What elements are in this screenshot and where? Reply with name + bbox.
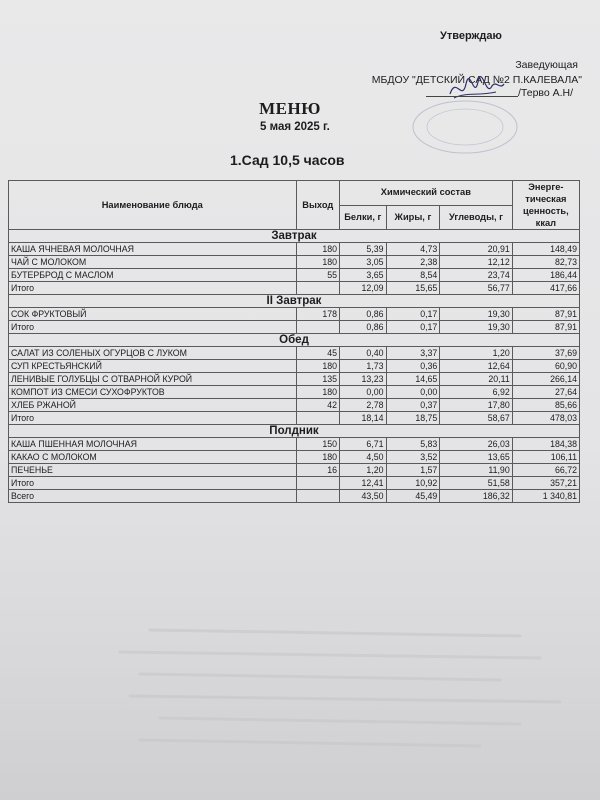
dish-name: ЧАЙ С МОЛОКОМ [9, 256, 297, 269]
dish-carbs: 19,30 [440, 308, 512, 321]
total-label: Итого [9, 282, 297, 295]
total-output [296, 477, 339, 490]
dish-energy: 184,38 [512, 438, 579, 451]
total-fat: 15,65 [386, 282, 440, 295]
dish-output: 42 [296, 399, 339, 412]
header-carbs: Углеводы, г [440, 205, 512, 230]
dish-output: 180 [296, 451, 339, 464]
grand-total-carbs: 186,32 [440, 490, 512, 503]
total-output [296, 282, 339, 295]
signature-line [426, 96, 518, 97]
dish-energy: 186,44 [512, 269, 579, 282]
dish-protein: 3,65 [340, 269, 387, 282]
dish-output: 45 [296, 347, 339, 360]
header-output: Выход [296, 181, 339, 230]
dish-protein: 3,05 [340, 256, 387, 269]
table-row [9, 373, 580, 386]
header-protein: Белки, г [340, 205, 387, 230]
dish-output: 135 [296, 373, 339, 386]
total-label: Итого [9, 412, 297, 425]
table-row [9, 360, 580, 373]
document-title-text: МЕНЮ [259, 99, 321, 118]
dish-carbs: 17,80 [440, 399, 512, 412]
grand-total-label: Всего [9, 490, 297, 503]
total-carbs: 56,77 [440, 282, 512, 295]
dish-carbs: 20,91 [440, 243, 512, 256]
table-row [9, 269, 580, 282]
total-row [9, 477, 580, 490]
section-title: Полдник [9, 425, 580, 438]
dish-name: ХЛЕБ РЖАНОЙ [9, 399, 297, 412]
total-protein: 18,14 [340, 412, 387, 425]
dish-name: КАША ПШЕННАЯ МОЛОЧНАЯ [9, 438, 297, 451]
dish-name: СУП КРЕСТЬЯНСКИЙ [9, 360, 297, 373]
organization-name: МБДОУ "ДЕТСКИЙ САД №2 П.КАЛЕВАЛА" [371, 74, 582, 86]
dish-energy: 37,69 [512, 347, 579, 360]
dish-energy: 266,14 [512, 373, 579, 386]
total-protein: 12,09 [340, 282, 387, 295]
dish-carbs: 1,20 [440, 347, 512, 360]
dish-carbs: 6,92 [440, 386, 512, 399]
dish-fat: 4,73 [386, 243, 440, 256]
total-label: Итого [9, 321, 297, 334]
section-title: Обед [9, 334, 580, 347]
total-energy: 87,91 [512, 321, 579, 334]
total-carbs: 51,58 [440, 477, 512, 490]
dish-fat: 14,65 [386, 373, 440, 386]
total-row [9, 412, 580, 425]
dish-name: ПЕЧЕНЬЕ [9, 464, 297, 477]
dish-name: КАША ЯЧНЕВАЯ МОЛОЧНАЯ [9, 243, 297, 256]
dish-fat: 0,36 [386, 360, 440, 373]
dish-name: СОК ФРУКТОВЫЙ [9, 308, 297, 321]
background-text-blur [0, 600, 600, 800]
dish-output: 16 [296, 464, 339, 477]
dish-carbs: 23,74 [440, 269, 512, 282]
dish-fat: 2,38 [386, 256, 440, 269]
total-protein: 0,86 [340, 321, 387, 334]
approver-position: Заведующая [515, 59, 578, 71]
table-row [9, 438, 580, 451]
dish-carbs: 12,64 [440, 360, 512, 373]
table-row [9, 256, 580, 269]
grand-total-output [296, 490, 339, 503]
header-chemical: Химический состав [340, 181, 513, 206]
dish-energy: 60,90 [512, 360, 579, 373]
total-row [9, 282, 580, 295]
dish-protein: 4,50 [340, 451, 387, 464]
total-carbs: 19,30 [440, 321, 512, 334]
dish-energy: 66,72 [512, 464, 579, 477]
table-row [9, 451, 580, 464]
table-row [9, 464, 580, 477]
dish-protein: 0,00 [340, 386, 387, 399]
dish-energy: 82,73 [512, 256, 579, 269]
dish-energy: 148,49 [512, 243, 579, 256]
dish-protein: 1,73 [340, 360, 387, 373]
dish-fat: 0,17 [386, 308, 440, 321]
section-row [9, 425, 580, 438]
total-row [9, 321, 580, 334]
section-row [9, 230, 580, 243]
total-protein: 12,41 [340, 477, 387, 490]
dish-energy: 27,64 [512, 386, 579, 399]
total-energy: 357,21 [512, 477, 579, 490]
dish-protein: 13,23 [340, 373, 387, 386]
section-title: II Завтрак [9, 295, 580, 308]
menu-table [8, 180, 580, 503]
dish-carbs: 11,90 [440, 464, 512, 477]
header-energy: Энерге-тическая ценность, ккал [512, 181, 579, 230]
dish-protein: 0,86 [340, 308, 387, 321]
table-row [9, 399, 580, 412]
grand-total-row [9, 490, 580, 503]
dish-output: 180 [296, 256, 339, 269]
header-fat: Жиры, г [386, 205, 440, 230]
dish-fat: 0,37 [386, 399, 440, 412]
grand-total-fat: 45,49 [386, 490, 440, 503]
section-title: Завтрак [9, 230, 580, 243]
dish-name: БУТЕРБРОД С МАСЛОМ [9, 269, 297, 282]
total-carbs: 58,67 [440, 412, 512, 425]
dish-name: САЛАТ ИЗ СОЛЕНЫХ ОГУРЦОВ С ЛУКОМ [9, 347, 297, 360]
total-energy: 417,66 [512, 282, 579, 295]
total-fat: 18,75 [386, 412, 440, 425]
document-subtitle: 1.Сад 10,5 часов [230, 152, 345, 168]
dish-output: 180 [296, 360, 339, 373]
dish-carbs: 20,11 [440, 373, 512, 386]
total-output [296, 412, 339, 425]
dish-output: 150 [296, 438, 339, 451]
table-row [9, 243, 580, 256]
dish-carbs: 26,03 [440, 438, 512, 451]
section-row [9, 295, 580, 308]
total-fat: 0,17 [386, 321, 440, 334]
dish-name: КОМПОТ ИЗ СМЕСИ СУХОФРУКТОВ [9, 386, 297, 399]
document-date: 5 мая 2025 г. [260, 121, 330, 133]
section-row [9, 334, 580, 347]
dish-fat: 3,37 [386, 347, 440, 360]
dish-output: 178 [296, 308, 339, 321]
dish-protein: 6,71 [340, 438, 387, 451]
dish-carbs: 13,65 [440, 451, 512, 464]
total-label: Итого [9, 477, 297, 490]
table-row [9, 347, 580, 360]
table-row [9, 308, 580, 321]
dish-energy: 106,11 [512, 451, 579, 464]
signer-name: /Терво А.Н/ [518, 87, 574, 99]
grand-total-protein: 43,50 [340, 490, 387, 503]
dish-fat: 1,57 [386, 464, 440, 477]
dish-name: КАКАО С МОЛОКОМ [9, 451, 297, 464]
dish-fat: 5,83 [386, 438, 440, 451]
dish-carbs: 12,12 [440, 256, 512, 269]
dish-name: ЛЕНИВЫЕ ГОЛУБЦЫ С ОТВАРНОЙ КУРОЙ [9, 373, 297, 386]
dish-output: 180 [296, 386, 339, 399]
dish-energy: 87,91 [512, 308, 579, 321]
dish-output: 180 [296, 243, 339, 256]
dish-fat: 3,52 [386, 451, 440, 464]
dish-fat: 8,54 [386, 269, 440, 282]
total-output [296, 321, 339, 334]
dish-protein: 5,39 [340, 243, 387, 256]
dish-energy: 85,66 [512, 399, 579, 412]
document-title [0, 99, 600, 119]
total-energy: 478,03 [512, 412, 579, 425]
dish-fat: 0,00 [386, 386, 440, 399]
dish-output: 55 [296, 269, 339, 282]
dish-protein: 2,78 [340, 399, 387, 412]
dish-protein: 0,40 [340, 347, 387, 360]
approve-label: Утверждаю [440, 30, 502, 42]
dish-protein: 1,20 [340, 464, 387, 477]
menu-table-body [9, 230, 580, 503]
grand-total-energy: 1 340,81 [512, 490, 579, 503]
total-fat: 10,92 [386, 477, 440, 490]
table-row [9, 386, 580, 399]
header-dish-name: Наименование блюда [9, 181, 297, 230]
